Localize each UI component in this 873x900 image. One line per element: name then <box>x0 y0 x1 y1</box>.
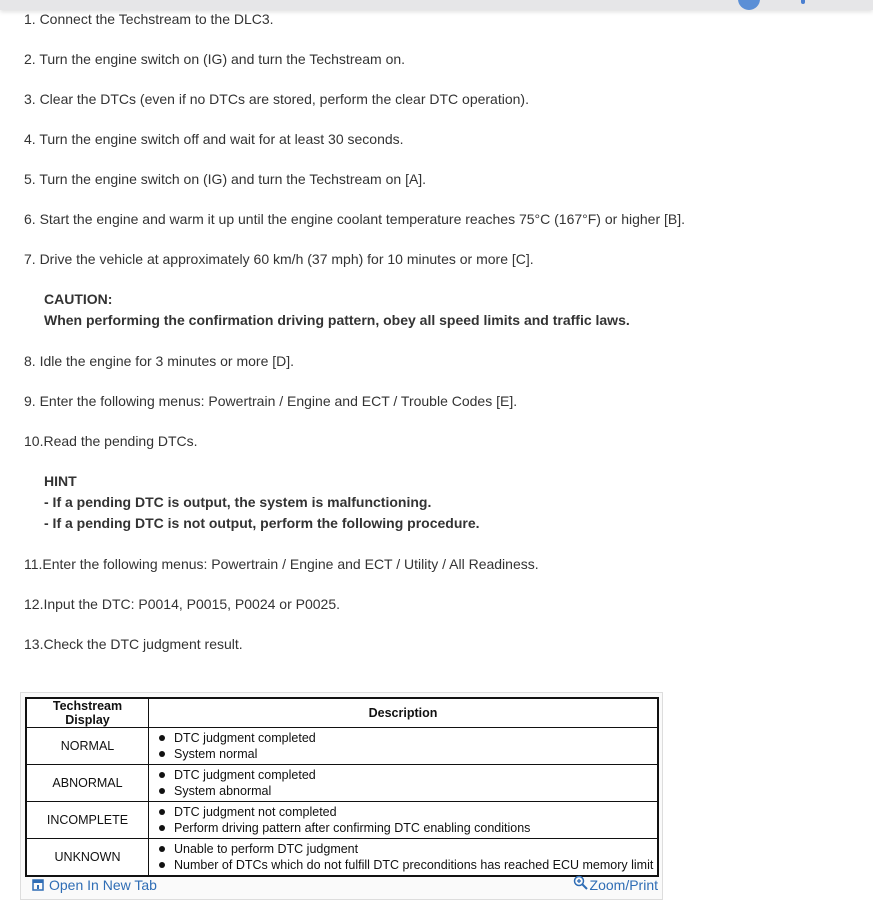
step-2: 2. Turn the engine switch on (IG) and turn the Techstream on. <box>24 51 406 67</box>
description-item: System normal <box>174 747 258 761</box>
open-in-new-tab-icon <box>32 879 44 891</box>
table-row <box>26 839 658 877</box>
step-4: 4. Turn the engine switch off and wait for at least 30 seconds. <box>24 131 404 147</box>
step-3: 3. Clear the DTCs (even if no DTCs are stored, perform the clear DTC operation). <box>24 91 529 107</box>
bullet-icon <box>159 809 165 815</box>
caution-text: When performing the confirmation driving pattern, obey all speed limits and traffic laws. <box>44 312 630 328</box>
judgment-table-figure <box>20 692 663 900</box>
open-in-new-tab-label[interactable]: Open In New Tab <box>49 877 157 893</box>
description-cell <box>149 802 659 839</box>
hint-title: HINT <box>44 473 77 489</box>
header-description: Description <box>149 698 659 728</box>
description-cell <box>149 765 659 802</box>
bullet-icon <box>159 846 165 852</box>
table-header-row <box>26 698 658 728</box>
open-in-new-tab-link[interactable] <box>32 877 157 893</box>
bullet-icon <box>159 862 165 868</box>
step-7: 7. Drive the vehicle at approximately 60 km/h (37 mph) for 10 minutes or more [C]. <box>24 251 534 267</box>
description-item: Perform driving pattern after confirming DTC enabling conditions <box>174 821 531 835</box>
description-cell <box>149 839 659 877</box>
step-1: 1. Connect the Techstream to the DLC3. <box>24 11 274 27</box>
description-cell <box>149 728 659 765</box>
step-8: 8. Idle the engine for 3 minutes or more [D]. <box>24 353 295 369</box>
hint-item: - If a pending DTC is output, the system is malfunctioning. <box>44 494 432 510</box>
step-5: 5. Turn the engine switch on (IG) and turn the Techstream on [A]. <box>24 171 427 187</box>
bullet-icon <box>159 825 165 831</box>
description-item: DTC judgment not completed <box>174 805 337 819</box>
step-11: 11.Enter the following menus: Powertrain / Engine and ECT / Utility / All Readiness. <box>24 556 539 572</box>
display-cell: UNKNOWN <box>26 839 149 877</box>
bullet-icon <box>159 735 165 741</box>
step-6: 6. Start the engine and warm it up until the engine coolant temperature reaches 75°C (167°F) or higher [B]. <box>24 211 686 227</box>
bullet-icon <box>159 772 165 778</box>
bullet-icon <box>159 751 165 757</box>
description-item: DTC judgment completed <box>174 731 316 745</box>
step-13: 13.Check the DTC judgment result. <box>24 636 243 652</box>
table-row <box>26 802 658 839</box>
judgment-table <box>25 697 659 877</box>
zoom-print-link[interactable] <box>573 877 658 893</box>
bullet-icon <box>159 788 165 794</box>
description-item: System abnormal <box>174 784 272 798</box>
hint-item: - If a pending DTC is not output, perform the following procedure. <box>44 515 480 531</box>
caution-title: CAUTION: <box>44 291 113 307</box>
table-row <box>26 765 658 802</box>
avatar-icon[interactable] <box>738 0 760 10</box>
top-toolbar <box>0 0 873 10</box>
header-display: Techstream Display <box>26 698 149 728</box>
display-cell: INCOMPLETE <box>26 802 149 839</box>
description-item: DTC judgment completed <box>174 768 316 782</box>
table-row <box>26 728 658 765</box>
description-item: Number of DTCs which do not fulfill DTC preconditions has reached ECU memory limit <box>174 858 654 872</box>
description-item: Unable to perform DTC judgment <box>174 842 359 856</box>
display-cell: ABNORMAL <box>26 765 149 802</box>
step-10: 10.Read the pending DTCs. <box>24 433 198 449</box>
zoom-print-label[interactable]: Zoom/Print <box>589 877 658 893</box>
display-cell: NORMAL <box>26 728 149 765</box>
step-9: 9. Enter the following menus: Powertrain / Engine and ECT / Trouble Codes [E]. <box>24 393 518 409</box>
toolbar-icon[interactable] <box>801 0 805 4</box>
zoom-in-icon <box>573 875 588 890</box>
step-12: 12.Input the DTC: P0014, P0015, P0024 or P0025. <box>24 596 340 612</box>
